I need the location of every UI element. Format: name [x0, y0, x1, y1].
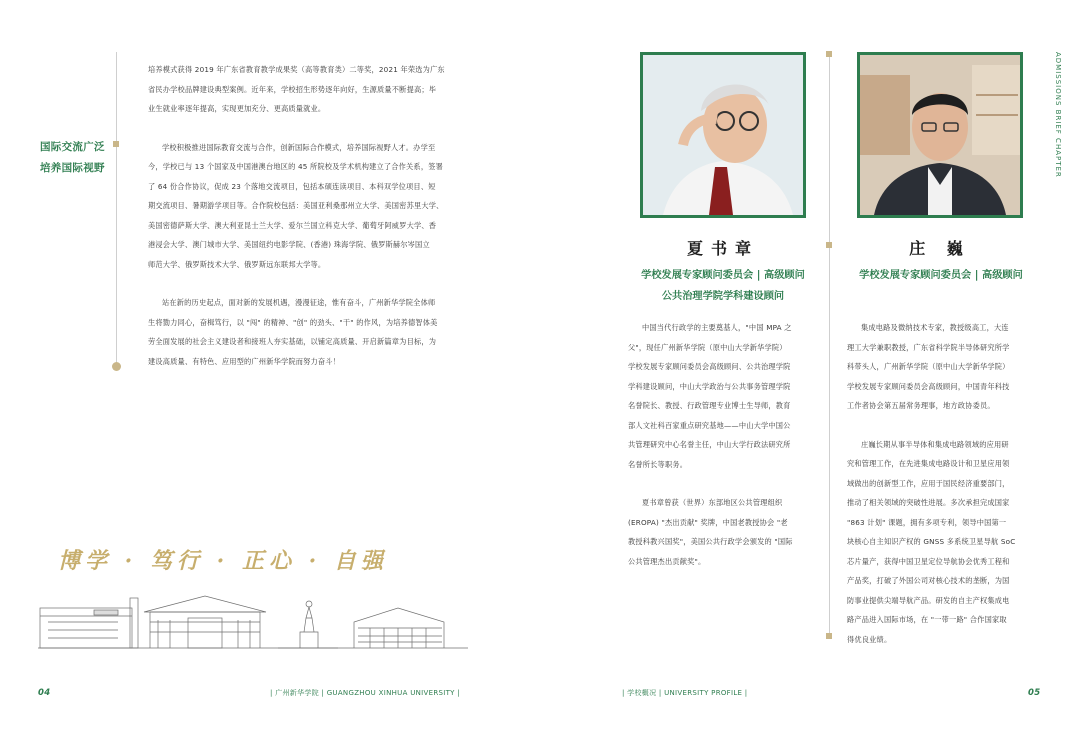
page-number: 05 [1028, 688, 1041, 698]
campus-illustration [38, 588, 468, 650]
person-name-1: 夏书章 [686, 239, 759, 258]
section-heading: 国际交流广泛 培养国际视野 [40, 141, 105, 174]
left-footer-label: | 广州新华学院 | GUANGZHOU XINHUA UNIVERSITY | [270, 689, 460, 697]
school-motto: 博学 · 笃行 · 正心 · 自强 [58, 548, 388, 574]
person-name-2: 庄 巍 [909, 239, 971, 258]
page-number: 04 [38, 688, 51, 698]
right-divider-mid-marker [826, 242, 832, 248]
right-footer [1028, 688, 1040, 698]
left-text-block [148, 60, 478, 371]
person-role-1: 学校发展专家顾问委员会 | 高级顾问 公共治理学院学科建设顾问 [641, 270, 805, 302]
portrait-photo-1 [640, 52, 806, 218]
paragraph: 站在新的历史起点，面对新的发展机遇，漫漫征途，惟有奋斗，广州新华学院全体师 生将勠力同心，奋楫笃行，以 "闯" 的精神、"创" 的劲头、"干" 的作风，为培养德智体美 劳全面发展的社会主义建设者和接班人夯实基础，以铺定高质量、开启新篇章为目标，为 建设高质量、有特色、应用型的广州新华学院而努力奋斗！ [148, 298, 438, 366]
person-role-2: 学校发展专家顾问委员会 | 高级顾问 [859, 270, 1023, 281]
paragraph: 集成电路及微纳技术专家，教授级高工，大连 理工大学兼职教授，广东省科学院半导体研究所学 科带头人，广州新华学院（原中山大学新华学院） 学校发展专家顾问委员会高级顾问，中国青年科技 工作者协会第五届常务理事，地方政协委员。 [847, 323, 1010, 410]
right-divider-bottom-marker [826, 633, 832, 639]
paragraph: 中国当代行政学的主要奠基人，"中国 MPA 之 父"，现任广州新华学院（原中山大学新华学院） 学校发展专家顾问委员会高级顾问、公共治理学院 学科建设顾问，中山大学政治与公共事务管理学院 名誉院长、教授、行政管理专业博士生导师，教育 部人文社科百家重点研究基地——中山大学中国公 共管理研究中心名誉主任，中山大学行政法研究所 名誉所长等职务。 [628, 323, 792, 469]
chapter-label: ADMISSIONS BRIEF CHAPTER [1054, 52, 1062, 178]
person1-bio [628, 318, 818, 571]
paragraph: 夏书章曾获（世界）东部地区公共管理组织 (EROPA) "杰出贡献" 奖牌，中国老教授协会 "老 教授科教兴国奖"，美国公共行政学会颁发的 "国际 公共管理杰出贡献奖"。 [628, 498, 793, 566]
right-divider-line [829, 57, 830, 637]
portrait-photo-2 [857, 52, 1023, 218]
paragraph: 学校积极推进国际教育交流与合作，创新国际合作模式，培养国际视野人才。办学至 今，学校已与 13 个国家及中国港澳台地区的 45 所院校及学术机构建立了合作关系，签署 了 64 份合作协议，促成 23 个落地交流项目，包括本硕连读项目、本科双学位项目、短 期交流项目、暑期游学项目等。合作院校包括：美国亚利桑那州立大学、美国密苏里大学、 美国密德萨斯大学、澳大利亚昆士兰大学、爱尔兰国立科克大学、葡萄牙阿威罗大学、香 港浸会大学、澳门城市大学、美国纽约电影学院、(香港) 珠海学院、俄罗斯赫尔岑国立 师范大学、俄罗斯技术大学、俄罗斯远东联邦大学等。 [148, 142, 444, 269]
left-divider-end-dot [112, 362, 121, 371]
paragraph: 庄巍长期从事半导体和集成电路领域的应用研 究和管理工作，在先进集成电路设计和卫星应用领 域做出的创新型工作，应用于国民经济重要部门， 推动了相关领域的突破性进展。多次承担完成国家 "863 计划" 课题，拥有多项专利，领导中国第一 块核心自主知识产权的 GNSS 多系统卫星导航 SoC 芯片量产，获得中国卫星定位导航协会优秀工程和 产品奖，打破了外国公司对核心技术的垄断，为国 防事业提供尖端导航产品。研发的自主产权集成电 路产品进入国际市场，在 "一带一路" 合作国家取 得优良业绩。 [847, 439, 1016, 644]
person2-bio [847, 318, 1037, 649]
paragraph: 培养模式获得 2019 年广东省教育教学成果奖（高等教育类）二等奖，2021 年荣选为广东 省民办学校品牌建设典型案例。近年来，学校招生形势逐年向好，生源质量不断提高；毕 业生就业率逐年提高，实现更加充分、更高质量就业。 [148, 65, 445, 113]
left-footer [38, 688, 50, 698]
right-footer-label: | 学校概况 | UNIVERSITY PROFILE | [622, 689, 748, 697]
left-divider-line [116, 52, 117, 364]
left-divider-marker [113, 141, 119, 147]
